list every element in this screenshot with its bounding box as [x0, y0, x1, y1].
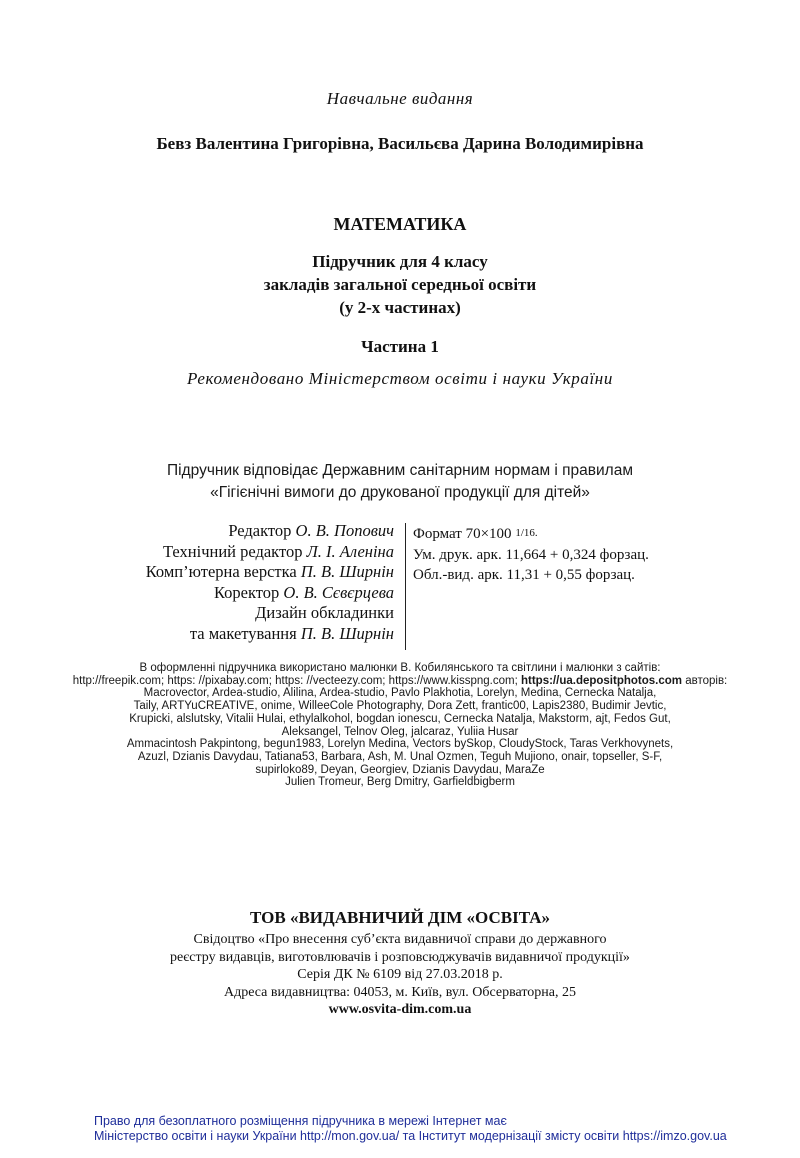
book-subtitle	[0, 250, 800, 319]
certificate-line: реєстру видавців, виготовлювачів і розповсюджувачів видавничої продукції»	[170, 949, 630, 965]
credit-name: Л. І. Аленіна	[306, 541, 394, 561]
credit-row	[0, 603, 394, 624]
authors-label: авторів:	[685, 674, 728, 687]
credit-name: П. В. Ширнін	[300, 562, 394, 581]
credit-name: О. В. Сєвєрцева	[283, 582, 394, 602]
illustration-line: В оформленні підручника використано малюнки В. Кобилянського та світлини і малюнки з сайтів:	[139, 662, 661, 674]
format-line	[413, 523, 649, 545]
credit-name: О. В. Попович	[295, 521, 394, 540]
illustration-line: Krupicki, alslutsky, Vitalii Hulai, ethylalkohol, bogdan ionescu, Cernecka Natalja, Makstorm, ajt, Fedos Gut,	[129, 712, 671, 725]
illustration-line: supirloko89, Deyan, Georgiev, Dzianis Davydau, MaraZe	[255, 763, 545, 776]
credit-row	[0, 624, 394, 645]
book-title: МАТЕМАТИКА	[333, 214, 467, 234]
credit-role: та макетування	[189, 623, 297, 643]
format-line: Ум. друк. арк. 11,664 + 0,324 форзац.	[413, 546, 649, 563]
credit-row	[0, 521, 394, 542]
authors: Бевз Валентина Григорівна, Васильєва Дарина Володимирівна	[156, 134, 644, 153]
credits-block	[0, 521, 400, 644]
vertical-divider	[405, 523, 406, 650]
subtitle-line: (у 2-х частинах)	[339, 298, 461, 317]
edition-type: Навчальне видання	[326, 89, 474, 108]
illustration-line: Julien Tromeur, Berg Dmitry, Garfieldbigberm	[285, 776, 515, 789]
certificate-line: Свідоцтво «Про внесення суб’єкта видавничої справи до державного	[193, 932, 607, 947]
illustration-line: Aleksangel, Telnov Oleg, jalcaraz, Yuliia Husar	[281, 725, 519, 738]
footer-note	[94, 1114, 727, 1144]
illustration-line: Macrovector, Ardea-studio, Alilina, Ardea-studio, Pavlo Plakhotia, Lorelyn, Medina, Cernecka Natalja,	[143, 687, 657, 700]
illustration-line: Ammacintosh Pakpintong, begun1983, Lorelyn Medina, Vectors bySkop, CloudyStock, Taras Verkhovynets,	[126, 738, 674, 751]
credit-role: Комп’ютерна верстка	[145, 562, 297, 581]
illustration-line: Taily, ARTYuCREATIVE, onime, WilleeCole Photography, Dora Zett, frantic00, Lapis2380, Budimir Jevtic,	[133, 700, 667, 713]
credit-name: П. В. Ширнін	[300, 623, 394, 643]
credit-role: Редактор	[228, 521, 292, 540]
format-size: Формат 70×100	[413, 526, 512, 542]
credit-role: Технічний редактор	[162, 541, 303, 561]
sanitary-note	[0, 460, 800, 504]
subtitle-line: Підручник для 4 класу	[312, 252, 488, 271]
credit-row	[0, 562, 394, 583]
website-link[interactable]: www.osvita-dim.com.ua	[328, 1002, 472, 1018]
footer-line: Право для безоплатного розміщення підручника в мережі Інтернет має	[94, 1114, 507, 1128]
format-line: Обл.-вид. арк. 11,31 + 0,55 форзац.	[413, 567, 635, 583]
depositphotos-link: https://ua.depositphotos.com	[521, 674, 682, 687]
subtitle-line: закладів загальної середньої освіти	[263, 275, 537, 294]
publisher-info	[0, 931, 800, 1019]
series-line: Серія ДК № 6109 від 27.03.2018 р.	[297, 967, 503, 983]
address-line: Адреса видавництва: 04053, м. Київ, вул. Обсерваторна, 25	[223, 984, 576, 1000]
publisher-name: ТОВ «ВИДАВНИЧИЙ ДІМ «ОСВІТА»	[250, 908, 550, 927]
credit-role: Дизайн обкладинки	[255, 603, 394, 622]
credit-row	[0, 542, 394, 563]
format-block	[413, 523, 649, 586]
recommendation: Рекомендовано Міністерством освіти і науки України	[187, 369, 613, 388]
illustration-credits	[0, 662, 800, 789]
illustration-line	[30, 675, 770, 688]
format-fraction: 1/16.	[515, 527, 538, 539]
book-part: Частина 1	[361, 337, 439, 356]
illustration-line: Azuzl, Dzianis Davydau, Tatiana53, Barbara, Ash, M. Unal Ozmen, Teguh Mujiono, onair, topseller, S-F,	[137, 750, 663, 763]
sanitary-line: «Гігієнічні вимоги до друкованої продукції для дітей»	[210, 484, 590, 501]
source-sites: http://freepik.com; https: //pixabay.com; https: //vecteezy.com; https://www.kisspng.com;	[72, 674, 518, 687]
credit-row	[0, 583, 394, 604]
footer-line: Міністерство освіти і науки України http://mon.gov.ua/ та Інститут модернізації змісту освіти https://imzo.gov.ua	[94, 1129, 727, 1143]
sanitary-line: Підручник відповідає Державним санітарним нормам і правилам	[167, 462, 633, 479]
credit-role: Коректор	[213, 582, 280, 602]
